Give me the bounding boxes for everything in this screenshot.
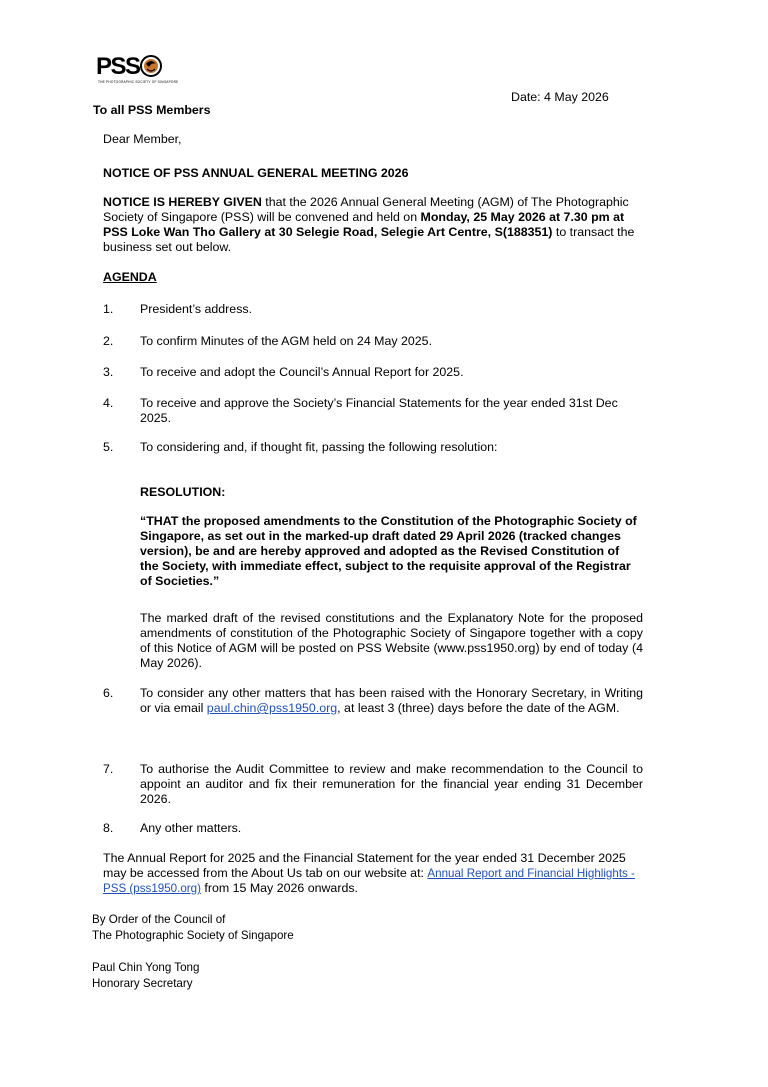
agenda-item-text: To authorise the Audit Committee to review and make recommendation to the Council to appoint an auditor and fix their remuneration for the financial year ending 31 December 2026. bbox=[140, 762, 643, 806]
signatory-role: Honorary Secretary bbox=[92, 977, 193, 990]
salutation: Dear Member, bbox=[103, 132, 182, 146]
agenda-item-number: 6. bbox=[103, 686, 114, 700]
page-title: NOTICE OF PSS ANNUAL GENERAL MEETING 2026 bbox=[103, 166, 409, 180]
agenda-item-number: 8. bbox=[103, 821, 114, 835]
resolution-heading: RESOLUTION: bbox=[140, 485, 226, 499]
pss-logo bbox=[96, 52, 179, 88]
agenda-item-number: 4. bbox=[103, 396, 114, 410]
signatory-name: Paul Chin Yong Tong bbox=[92, 961, 200, 974]
notice-text-2: to transact the business set out below. bbox=[103, 225, 635, 254]
agenda-item-number: 2. bbox=[103, 334, 114, 348]
agenda-item-text: Any other matters. bbox=[140, 821, 242, 835]
agenda-heading: AGENDA bbox=[103, 270, 157, 284]
notice-paragraph bbox=[103, 195, 643, 255]
agenda-item-number: 5. bbox=[103, 440, 114, 454]
annual-report-link[interactable]: Annual Report and Financial Highlights - PSS (pss1950.org) bbox=[103, 867, 635, 895]
agenda-item-text: To confirm Minutes of the AGM held on 24 May 2025. bbox=[140, 334, 433, 348]
meeting-datetime-venue: Monday, 25 May 2026 at 7.30 pm at PSS Loke Wan Tho Gallery at 30 Selegie Road, Selegie Art Centre, S(188351) bbox=[103, 210, 625, 239]
notice-text-1: that the 2026 Annual General Meeting (AGM) of The Photographic Society of Singapore (PSS) will be convened and held on bbox=[103, 195, 629, 224]
agenda-item-number: 3. bbox=[103, 365, 114, 379]
secretary-email-link[interactable]: paul.chin@pss1950.org bbox=[206, 701, 338, 715]
agenda-item-text: President’s address. bbox=[140, 302, 253, 316]
agenda-item-number: 7. bbox=[103, 762, 114, 776]
notice-lead: NOTICE IS HEREBY GIVEN bbox=[103, 195, 262, 209]
recipient-line: To all PSS Members bbox=[93, 103, 211, 117]
logo-text: PSS bbox=[96, 53, 140, 80]
notice-date: Date: 4 May 2026 bbox=[511, 90, 609, 104]
agenda-item-text: To receive and approve the Society’s Financial Statements for the year ended 31st Dec 2025. bbox=[140, 396, 618, 425]
signature-line-1: By Order of the Council of bbox=[92, 913, 226, 926]
agenda-item-text: To receive and adopt the Council’s Annual Report for 2025. bbox=[140, 365, 464, 379]
item6-text-b: , at least 3 (three) days before the date of the AGM. bbox=[337, 701, 620, 715]
camera-lens-icon bbox=[140, 54, 162, 78]
closing-text-a: The Annual Report for 2025 and the Financial Statement for the year ended 31 December 2025 may be accessed from the About Us tab on our website at: bbox=[103, 851, 626, 880]
resolution-text: “THAT the proposed amendments to the Constitution of the Photographic Society of Singapore, as set out in the marked-up draft dated 29 April 2026 (tracked changes version), be and are hereby approved and adopted as the Revised Constitution of the Society, with immediate effect, subject to the requisite approval of the Registrar of Societies.” bbox=[140, 514, 637, 588]
closing-text-b: from 15 May 2026 onwards. bbox=[200, 881, 358, 895]
agenda-item-number: 1. bbox=[103, 302, 114, 316]
resolution-note: The marked draft of the revised constitutions and the Explanatory Note for the proposed amendments of constitution of the Photographic Society of Singapore together with a copy of this Notice of AGM will be posted on PSS Website (www.pss1950.org) by end of today (4 May 2026). bbox=[140, 611, 643, 670]
agenda-item-text bbox=[140, 686, 643, 716]
agenda-item-text: To considering and, if thought fit, passing the following resolution: bbox=[140, 440, 498, 454]
logo-subtitle: THE PHOTOGRAPHIC SOCIETY OF SINGAPORE bbox=[98, 80, 179, 84]
signature-line-2: The Photographic Society of Singapore bbox=[92, 929, 294, 942]
item6-text-a: To consider any other matters that has been raised with the Honorary Secretary, in Writing or via email bbox=[140, 686, 643, 715]
signature-block bbox=[92, 912, 294, 944]
signatory bbox=[92, 960, 199, 992]
closing-paragraph bbox=[103, 851, 648, 896]
